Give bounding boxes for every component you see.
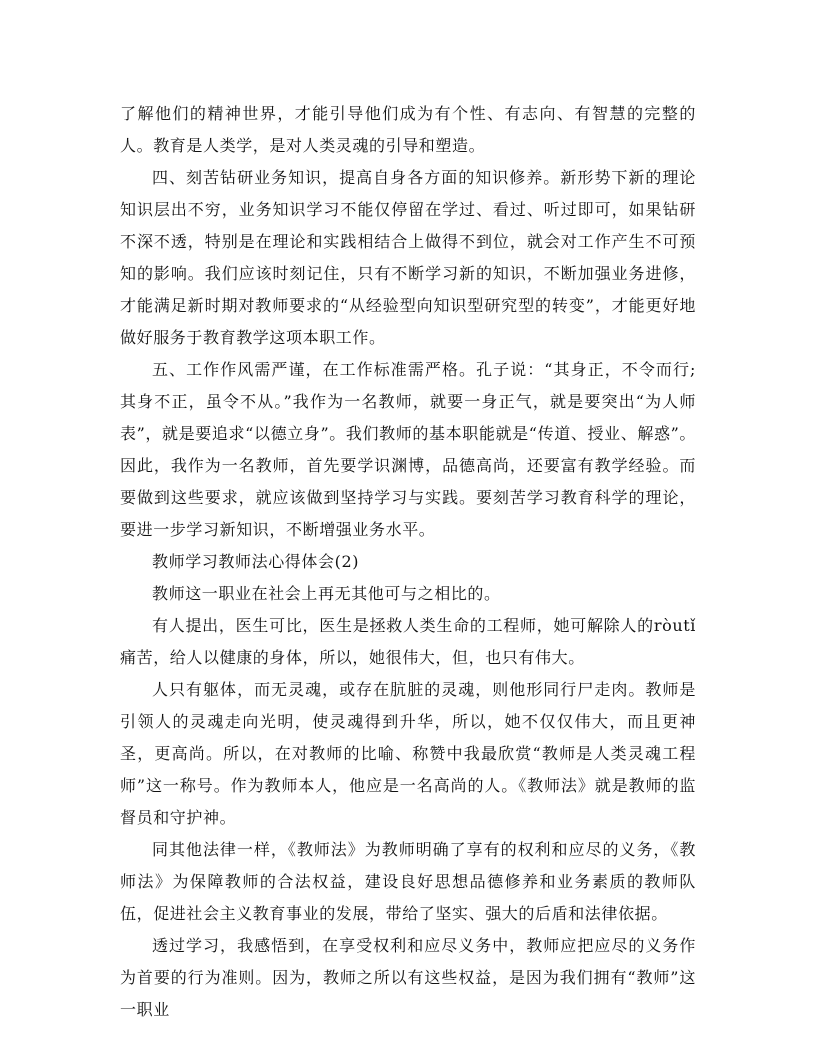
document-body bbox=[120, 98, 696, 1026]
paragraph-section-five: 五、工作作风需严谨，在工作标准需严格。孔子说：“其身正，不令而行;其身不正，虽令不从。”我作为一名教师，就要一身正气，就是要突出“为人师表”，就是要追求“以德立身”。我们教师的基本职能就是“传道、授业、解惑”。因此，我作为一名教师，首先要学识渊博，品德高尚，还要富有教学经验。而要做到这些要求，就应该做到坚持学习与实践。要刻苦学习教育科学的理论，要进一步学习新知识，不断增强业务水平。 bbox=[120, 360, 696, 539]
section-heading: 教师学习教师法心得体会(2) bbox=[152, 552, 360, 571]
paragraph-doctor-comparison: 有人提出，医生可比，医生是拯救人类生命的工程师，她可解除人的ròutǐ痛苦，给人以健康的身体，所以，她很伟大，但，也只有伟大。 bbox=[120, 616, 696, 667]
paragraph-soul-engineer: 人只有躯体，而无灵魂，或存在肮脏的灵魂，则他形同行尸走肉。教师是引领人的灵魂走向光明，使灵魂得到升华，所以，她不仅仅伟大，而且更神圣，更高尚。所以，在对教师的比喻、称赞中我最欣赏“教师是人类灵魂工程师”这一称号。作为教师本人，他应是一名高尚的人。《教师法》就是教师的监督员和守护神。 bbox=[120, 680, 696, 827]
paragraph-duties: 透过学习，我感悟到，在享受权利和应尽义务中，教师应把应尽的义务作为首要的行为准则。因为，教师之所以有这些权益，是因为我们拥有“教师”这一职业 bbox=[120, 936, 696, 1019]
paragraph-profession-intro: 教师这一职业在社会上再无其他可与之相比的。 bbox=[152, 584, 501, 603]
paragraph-section-four: 四、刻苦钻研业务知识，提高自身各方面的知识修养。新形势下新的理论知识层出不穷，业务知识学习不能仅停留在学过、看过、听过即可，如果钻研不深不透，特别是在理论和实践相结合上做得不到位，就会对工作产生不可预知的影响。我们应该时刻记住，只有不断学习新的知识，不断加强业务进修，才能满足新时期对教师要求的“从经验型向知识型研究型的转变”，才能更好地做好服务于教育教学这项本职工作。 bbox=[120, 168, 696, 347]
paragraph-continuation: 了解他们的精神世界，才能引导他们成为有个性、有志向、有智慧的完整的人。教育是人类学，是对人类灵魂的引导和塑造。 bbox=[120, 104, 696, 155]
paragraph-teacher-law: 同其他法律一样，《教师法》为教师明确了享有的权利和应尽的义务，《教师法》为保障教师的合法权益，建设良好思想品德修养和业务素质的教师队伍，促进社会主义教育事业的发展，带给了坚实、强大的后盾和法律依据。 bbox=[120, 840, 696, 923]
